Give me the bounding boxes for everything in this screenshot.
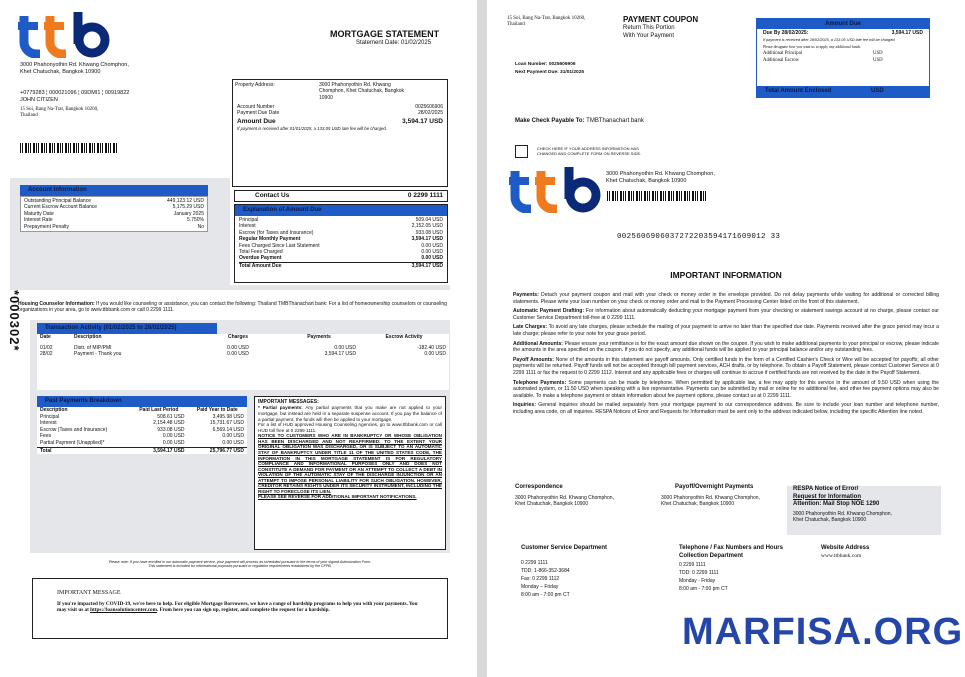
table-row: Partial Payment (Unapplied)* 0.00 USD 0.00 USD	[40, 439, 244, 446]
transaction-title: Transaction Activity (01/02/2025 to 28/02/2025)	[37, 323, 217, 334]
payment-due-row: Payment Due Date 28/02/2025	[237, 110, 443, 117]
important-messages-box	[254, 396, 446, 550]
statement-title: MORTGAGE STATEMENT	[330, 29, 440, 39]
table-row: Principal 508.61 USD 3,495.98 USD	[40, 413, 244, 420]
contact-phone: 0 2299 1111	[407, 192, 443, 199]
table-row: 28/02 Payment - Thank you 0.00 USD 3,594.17 USD 0.00 USD	[40, 351, 446, 358]
due-by-row: Due By 28/02/2025: 3,594.17 USD	[763, 30, 923, 36]
important-messages-title: IMPORTANT MESSAGES:	[258, 399, 319, 405]
respa-address: RESPA Notice of Error/ Request for Information Attention: Mail Stop NOE 1290 3000 Phahonyothin Rd. Khwang Chomphon, Khet Chatuchak, Bangkok 10900	[787, 486, 941, 535]
explanation-row: Fees Charged Since Last Statement 0.00 USD	[239, 242, 443, 249]
explanation-title: Explanation of Amount Due	[235, 205, 447, 216]
coupon-amount-box	[756, 18, 930, 98]
micr-line: 0025606906037272203594171609012 33	[617, 233, 781, 241]
coupon-title: PAYMENT COUPON	[623, 15, 699, 24]
bank-address-line1: 3000 Phahonyothin Rd. Khwang Chomphon,	[20, 62, 129, 68]
explanation-row: Interest 2,152.05 USD	[239, 223, 443, 230]
customer-address-line1: 15 Soi, Bang Na-Trat, Bangkok 10260,	[20, 107, 99, 112]
see-reverse-note: PLEASE SEE REVERSE FOR ADDITIONAL IMPORTANT NOTIFICATIONS.	[258, 494, 417, 500]
additional-escrow-row: Additional Escrow USD	[763, 57, 883, 63]
explanation-row: Regular Monthly Payment 3,594.17 USD	[239, 236, 443, 243]
table-row: 01/02 Distr. of MIP/PMI 0.00 USD 0.00 USD -182.40 USD	[40, 344, 446, 351]
website-contact: Website Address www.ttbbank.com	[821, 545, 870, 559]
account-info-row: Current Escrow Account Balance 5,175.29 USD	[24, 204, 204, 211]
coupon-page	[487, 0, 965, 677]
account-info-row: Interest Rate 5.750%	[24, 217, 204, 224]
info-paragraph: Automatic Payment Drafting: For information about automatically deducting your mortgage payment from your checking or statement savings account at no charge, please contact our Customer Service Department toll-free at 0 2299 1111.	[513, 308, 939, 321]
table-row: Escrow (Taxes and Insurance) 933.08 USD 6,569.14 USD	[40, 426, 244, 433]
coupon-loan-number: Loan Number: 0025606906	[515, 62, 576, 67]
ttb-logo	[509, 167, 604, 213]
footnote-cfpb: This statement is included for informational purposes pursuant to regulation requirements established by the CFPB.	[148, 564, 332, 569]
account-info-row: Prepayment Penalty No	[24, 223, 204, 230]
past-payments-breakdown	[37, 396, 247, 454]
account-info-title: Account Information	[20, 185, 208, 196]
coupon-customer-address2: Thailand	[507, 22, 525, 28]
coupon-late-note: If payment is received after 28/02/2025, a 133.05 USD late fee will be charged.	[763, 38, 896, 43]
table-total-row: Total 3,594.17 USD 25,796.77 USD	[37, 447, 247, 454]
watermark-text: MARFISA.ORG	[682, 611, 964, 653]
info-paragraph: Additional Amounts: Please ensure your remittance is for the exact amount due shown on the coupon. If you wish to make additional payments to your principal or escrow, please indicate the amounts in the area specified on the coupon. If you do not specify, any additional funds will be applied to your principal balance and/or any outstanding fees.	[513, 340, 939, 354]
coupon-next-payment: Next Payment Due: 31/01/2025	[515, 70, 585, 75]
checkbox-text2: CHANGED AND COMPLETE FORM ON REVERSE SIDE.	[537, 151, 642, 156]
customer-name: JOHN CITIZEN	[20, 97, 58, 103]
important-message-title: IMPORTANT MESSAGE	[57, 590, 121, 596]
property-label: Property Address:	[235, 82, 275, 88]
info-paragraph: Late Charges: To avoid any late charges, please schedule the mailing of your payment to arrive no later than the specified due date. Payments received after the grace period may incur a late charge; please refer to your note for your grace period.	[513, 324, 939, 337]
website-link[interactable]: www.ttbbank.com	[821, 552, 862, 559]
past-payments-title: Past Payments Breakdown	[37, 396, 247, 407]
partial-payments-note: * Partial payments: Any partial payments that you make are not applied to your mortgage, but instead are held in a separate suspense account. If you pay the balance of a partial payment, the funds will then be applied to your mortgage.	[258, 405, 442, 422]
explanation-row: Overdue Payment 0.00 USD	[239, 255, 443, 262]
explanation-row: Escrow (for Taxes and Insurance) 933.08 USD	[239, 229, 443, 236]
checkbox-text1: CHECK HERE IF YOUR ADDRESS INFORMATION HAS	[537, 146, 639, 151]
info-paragraph: Inquiries: General inquiries should be mailed separately from your mortgage payment to our correspondence address. Be sure to include your loan number and telephone number, including area code, on all inquiries. RESPA Notices of Error and Requests for Information must be sent only to the address indicated below, including the specific Attention line noted.	[513, 402, 939, 415]
loan-solution-link[interactable]: https://loansolutioncenter.com	[90, 607, 157, 614]
payoff-address: Payoff/Overnight Payments 3000 Phahonyothin Rd. Khwang Chomphon, Khet Chatuchak, Bangkok 10900	[661, 484, 760, 507]
coupon-sub1: Return This Portion	[623, 25, 675, 31]
explanation-row: Principal 509.04 USD	[239, 217, 443, 223]
late-fee-note: If payment is received after 01/01/2025, a 133.05 USD late fee will be charged.	[237, 125, 388, 131]
bankruptcy-notice: NOTICE TO CUSTOMERS WHO ARE IN BANKRUPTCY OR WHOSE OBLIGATION HAS BEEN DISCHARGED AND NOT REAFFIRMED: TO THE EXTENT YOUR ORIGINAL OBLIGATION WAS DISCHARGED, OR IS SUBJECT TO AN AUTOMATIC STAY OF BANKRUPTCY UNDER TITLE 11 OF THE UNITED STATES CODE, THE INFORMATION IN THIS MORTGAGE STATEMENT IS FOR REGULATORY COMPLIANCE AND INFORMATIONAL PURPOSES ONLY AND DOES NOT CONSTITUTE A DEMAND FOR PAYMENT OR AN ATTEMPT TO COLLECT A DEBT IN VIOLATION OF THE AUTOMATIC STAY OF THE DISCHARGE INJUNCTION OR AN ATTEMPT TO IMPOSE PERSONAL LIABILITY FOR SUCH OBLIGATION. HOWEVER, CREDITOR RETAINS RIGHTS UNDER ITS SECURITY INSTRUMENT, INCLUDING THE RIGHT TO FORECLOSE ITS LIEN.	[258, 433, 442, 494]
property-address-line3: 10900	[319, 94, 333, 101]
account-info-row: Maturity Date January 2025	[24, 210, 204, 217]
coupon-customer-address1: 15 Soi, Bang Na-Trat, Bangkok 10260,	[507, 16, 586, 21]
ttb-logo	[18, 12, 113, 58]
coupon-bank-address2: Khet Chatuchak, Bangkok 10900	[606, 178, 687, 184]
account-number-row: Account Number 0025606906	[237, 104, 443, 110]
table-row: Fees 0.00 USD 0.00 USD	[40, 433, 244, 440]
customer-address-line2: Thailand	[20, 113, 38, 119]
housing-counselor-info: Housing Counselor Information: If you would like counseling or assistance, you can contact the following: Thailand TMBThanachart bank: For a list of homeownership counselors or counseling organizations in your area, go to www.ttbbank.com or call 0 2299 1111.	[18, 301, 447, 314]
hud-note: For a list of HUD approved Housing Counseling Agencies, go to www.ttbbank.com or call HUD toll free at 0 2299 1111.	[258, 422, 442, 433]
account-info-row: Outstanding Principal Balance 449,123.12 USD	[24, 198, 204, 204]
transaction-activity	[37, 323, 449, 390]
transaction-table: Date Description Charges Payments Escrow Activity 01/02 Distr. of MIP/PMI 0.00 USD 0.00 USD -182.40 USD 28/02 Payment - Thank you 0.00 USD 3,594.17 USD 0.00 USD	[37, 334, 449, 358]
statement-date: Statement Date: 01/02/2025	[356, 40, 432, 46]
coupon-postal-barcode	[607, 191, 707, 201]
total-amount-due-row: Total Amount Due 3,594.17 USD	[239, 262, 443, 269]
explanation-row: Total Fees Charged 0.00 USD	[239, 249, 443, 256]
payable-to: Make Check Payable To: TMBThanachart bank	[515, 118, 644, 124]
reference-line: +0779283 ¦ 000021096 ¦ 09DMI1 ¦ 00919822	[20, 90, 130, 96]
important-info-body	[513, 292, 939, 416]
bank-address-line2: Khet Chatuchak, Bangkok 10900	[20, 69, 101, 75]
postal-barcode	[20, 143, 118, 153]
table-row: Interest 2,154.48 USD 15,731.67 USD	[40, 420, 244, 427]
property-box	[232, 79, 448, 187]
coupon-amount-due-title: Amount Due	[757, 19, 929, 29]
covid-message: If you're impacted by COVID-19, we're here to help. For eligible Mortgage Borrowers, we have a range of hardship programs to help you with your payments. You may visit us at https://loansolutioncenter.com. From here you can sign up, register, and complete the request for a hardship.	[57, 601, 418, 614]
coupon-bank-address1: 3000 Phahonyothin Rd. Khwang Chomphon,	[606, 171, 715, 177]
total-enclosed-row: Total Amount Enclosed USD	[757, 86, 929, 97]
important-info-title: IMPORTANT INFORMATION	[670, 270, 782, 280]
footnote-autopay: Please note: If you have enrolled in our automatic payment service, your payment will process as scheduled pursuant to the terms of your signed Authorization Form.	[108, 560, 372, 564]
past-payments-table: Description Paid Last Period Paid Year to Date Principal 508.61 USD 3,495.98 USD Interest 2,154.48 USD 15,731.67 USD Escrow (Taxes and Insurance) 933.08 USD 6,569.14 USD Fees 0.00 USD 0.00 USD Partial Payment (Unapplied)* 0.00 USD 0.00 USD Total 3,594.17 USD 25,796.77 USD	[37, 407, 247, 454]
statement-page	[0, 0, 477, 677]
address-change-checkbox[interactable]	[515, 145, 528, 158]
correspondence-address: Correspondence 3000 Phahonyothin Rd. Khwang Chomphon, Khet Chatuchak, Bangkok 10900	[515, 484, 614, 507]
account-info-box	[20, 185, 208, 232]
contact-us-bar: Contact Us 0 2299 1111	[234, 190, 448, 202]
property-address-line1: 3000 Phahonyothin Rd. Khwang	[319, 82, 391, 88]
side-code: *000302*	[7, 290, 22, 352]
coupon-sub2: With Your Payment	[623, 32, 675, 39]
info-paragraph: Payments: Detach your payment coupon and mail with your check or money order in the envelope provided. Do not delay payments while waiting for additional or corrected billing statements. Please write your loan number on your check or money order and mail to the Payment Processing Center listed on the front of this statement.	[513, 292, 939, 305]
collection-contact: Telephone / Fax Numbers and Hours Collection Department 0 2299 1111 TDD: 0 2299 1111 Monday - Friday 8:00 am - 7:00 pm CT	[679, 545, 783, 593]
amount-due-row: Amount Due 3,594.17 USD	[237, 117, 443, 125]
additional-principal-row: Additional Principal USD	[763, 50, 883, 56]
customer-service-contact: Customer Service Department 0 2299 1111 TDD: 1-866-352-3684 Fax: 0 2299 1112 Monday – Friday 8:00 am - 7:00 pm CT	[521, 545, 608, 598]
explanation-box	[234, 204, 448, 283]
important-message-box	[32, 578, 448, 639]
info-paragraph: Payoff Amounts: None of the amounts in this statement are payoff amounts. Only certified funds in the form of a Certified Cashier's Check or Wire will be accepted for payoffs; all other payments will be returned. Payoff funds will not be accepted through bill payment services, ACH drafts, or by telephone. To obtain a Payoff Statement, please contact Customer Service at 0 2299 1111 or fax the request to 0 2299 1112. Interest and any applicable fees or charges will continue to accrue if certified funds are not received by the date in the Payoff Statement.	[513, 356, 940, 376]
info-paragraph: Telephone Payments: Some payments can be made by telephone. When permitted by applicable law, a fee may apply for this service in the amount of 9.50 USD when using the automated system, or 11.50 USD when speaking with a live representative. Payments can be submitted by mail or online for no additional fee, and other fee payment options may also be available. To make a telephone payment or obtain information about fee payment options, please contact us at 0 2299 1111.	[513, 379, 939, 399]
property-address-line2: Chomphon, Khet Chatuchak, Bangkok	[319, 88, 405, 95]
additional-funds-note: Please designate how you want us to apply any additional funds.	[763, 45, 861, 49]
